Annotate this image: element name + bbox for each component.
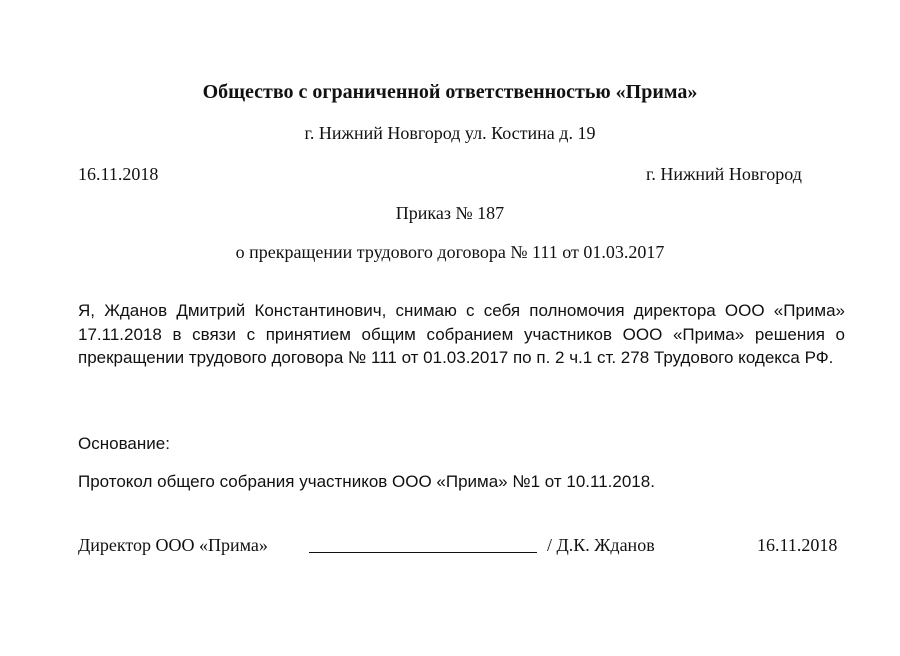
order-subject: о прекращении трудового договора № 111 от 01.03.2017 <box>235 242 665 262</box>
signature-line <box>309 552 537 553</box>
signatory-name: / Д.К. Жданов <box>547 535 655 555</box>
signatory-position: Директор ООО «Прима» <box>78 535 268 555</box>
organization-title: Общество с ограниченной ответственностью «Прима» <box>202 81 698 103</box>
order-body-text: Я, Жданов Дмитрий Константинович, снимаю с себя полномочия директора ООО «Прима» 17.11.2018 в связи с принятием общим собранием участников ООО «Прима» решения о прекращении трудового договора № 111 от 01.03.2017 по п. 2 ч.1 ст. 278 Трудового кодекса РФ. <box>78 301 845 367</box>
signature-date: 16.11.2018 <box>757 535 838 555</box>
basis-label: Основание: <box>78 434 170 453</box>
document-city: г. Нижний Новгород <box>646 164 802 184</box>
organization-address: г. Нижний Новгород ул. Костина д. 19 <box>304 123 596 143</box>
basis-text: Протокол общего собрания участников ООО «Прима» №1 от 10.11.2018. <box>78 472 655 491</box>
document-date: 16.11.2018 <box>78 164 159 184</box>
order-number: Приказ № 187 <box>395 203 505 223</box>
